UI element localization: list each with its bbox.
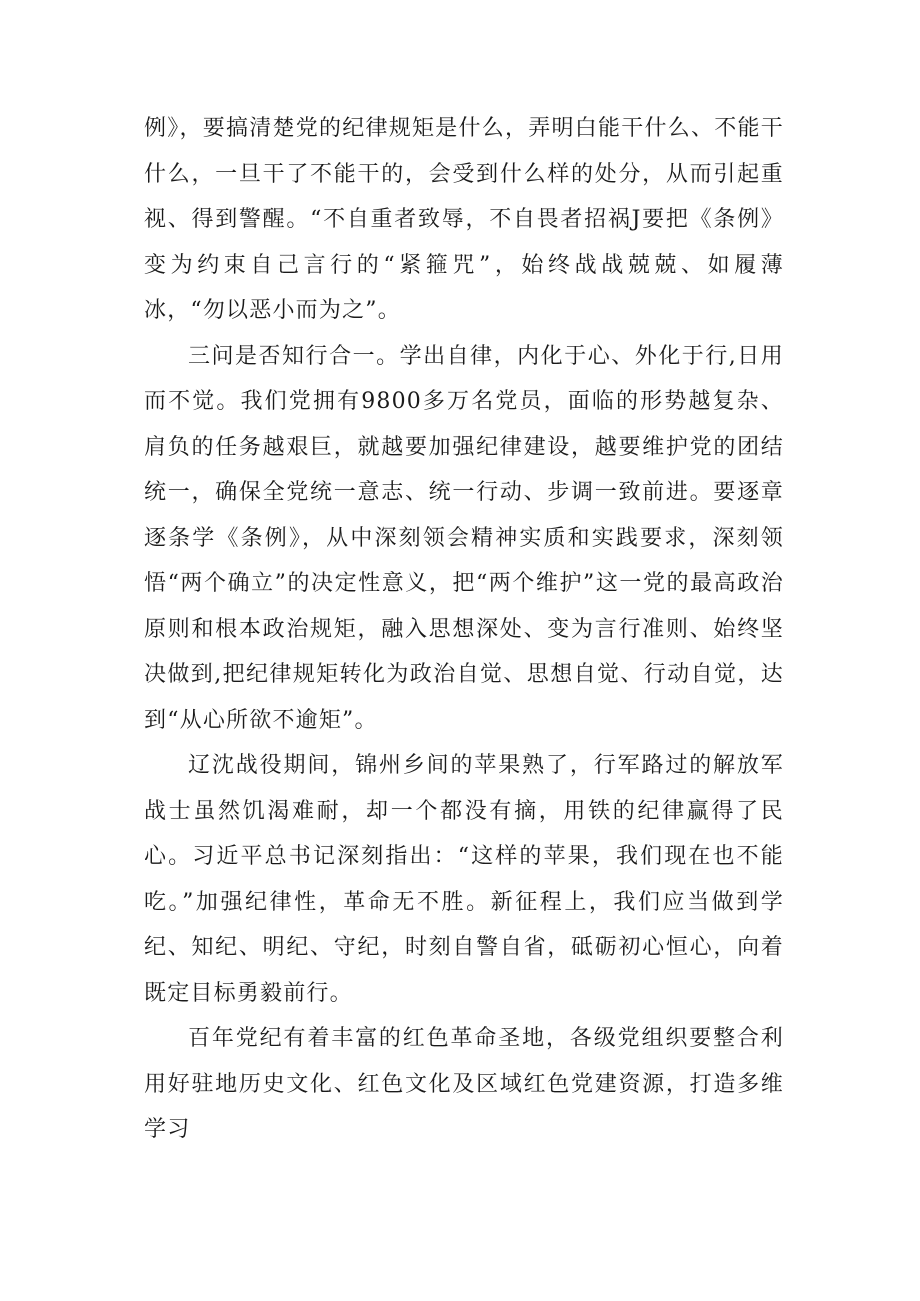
paragraph-3: 辽沈战役期间，锦州乡间的苹果熟了，行军路过的解放军战士虽然饥渴难耐，却一个都没有摘，用铁的纪律赢得了民心。习近平总书记深刻指出：“这样的苹果，我们现在也不能吃。”加强纪律性，革命无不胜。新征程上，我们应当做到学纪、知纪、明纪、守纪，时刻自警自省，砥砺初心恒心，向着既定目标勇毅前行。	[144, 753, 784, 1006]
document-body	[144, 106, 784, 1153]
paragraph-1: 例》，要搞清楚党的纪律规矩是什么，弄明白能干什么、不能干什么，一旦干了不能干的，会受到什么样的处分，从而引起重视、得到警醒。“不自重者致辱，不自畏者招祸J要把《条例》变为约束自己言行的“紧箍咒”，始终战战兢兢、如履薄冰，“勿以恶小而为之”。	[144, 116, 784, 323]
paragraph-4: 百年党纪有着丰富的红色革命圣地，各级党组织要整合利用好驻地历史文化、红色文化及区域红色党建资源，打造多维学习	[144, 1026, 784, 1142]
paragraph-2: 三问是否知行合一。学出自律，内化于心、外化于行,日用而不觉。我们党拥有9800多万名党员，面临的形势越复杂、肩负的任务越艰巨，就越要加强纪律建设，越要维护党的团结统一，确保全党统一意志、统一行动、步调一致前进。要逐章逐条学《条例》，从中深刻领会精神实质和实践要求，深刻领悟“两个确立”的决定性意义，把“两个维护”这一党的最高政治原则和根本政治规矩，融入思想深处、变为言行准则、始终坚决做到,把纪律规矩转化为政治自觉、思想自觉、行动自觉，达到“从心所欲不逾矩”。	[144, 343, 784, 733]
